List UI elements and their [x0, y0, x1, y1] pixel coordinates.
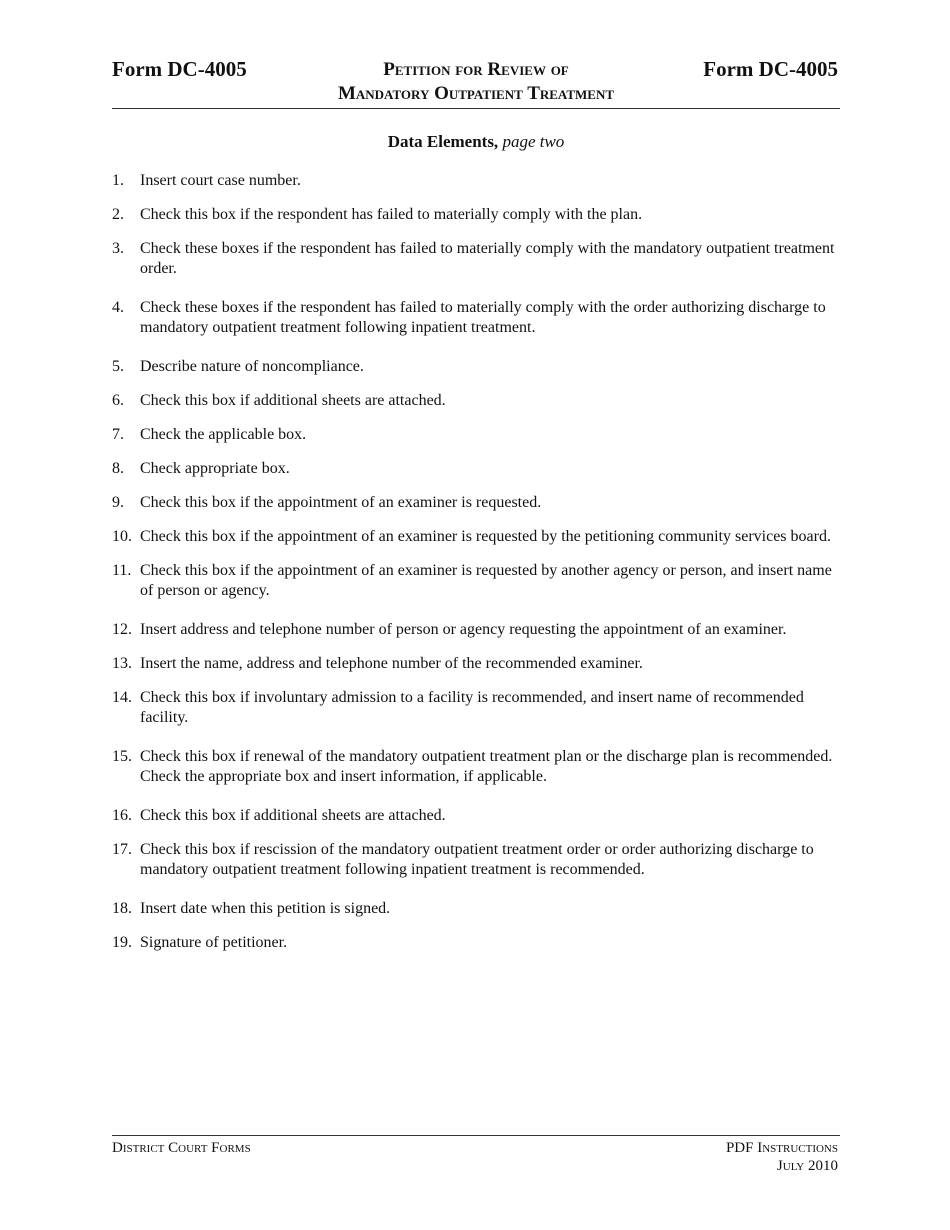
page-footer [112, 1135, 840, 1174]
item-text: Describe nature of noncompliance. [140, 358, 364, 375]
item-text: Check this box if additional sheets are attached. [140, 392, 446, 409]
item-number: 12. [112, 621, 132, 638]
footer-date: July 2010 [776, 1158, 838, 1174]
document-page [112, 0, 840, 1230]
section-heading-page: page two [502, 132, 565, 151]
item-text: Signature of petitioner. [140, 934, 288, 951]
item-text: Check this box if the appointment of an examiner is requested. [140, 494, 542, 511]
item-number: 6. [112, 392, 124, 409]
list-item [112, 899, 840, 919]
item-text: Check this box if the appointment of an examiner is requested by the petitioning community services board. [140, 528, 831, 545]
list-item [112, 806, 840, 826]
item-text: Check this box if renewal of the mandatory outpatient treatment plan or the discharge plan is recommended. Check the appropriate box and insert information, if applicable. [140, 748, 833, 785]
list-item [112, 620, 840, 640]
item-number: 7. [112, 426, 124, 443]
form-number-left: Form DC-4005 [112, 57, 247, 81]
item-text: Insert the name, address and telephone number of the recommended examiner. [140, 655, 643, 672]
item-number: 5. [112, 358, 124, 375]
list-item [112, 239, 840, 279]
item-number: 10. [112, 528, 132, 545]
list-item [112, 747, 840, 787]
form-number-right: Form DC-4005 [703, 57, 838, 81]
list-item [112, 205, 840, 225]
item-number: 3. [112, 240, 124, 257]
section-heading [112, 131, 840, 153]
item-text: Insert date when this petition is signed. [140, 900, 391, 917]
list-item [112, 840, 840, 880]
title-line-1: Petition for Review of [383, 59, 569, 80]
item-number: 2. [112, 206, 124, 223]
list-item [112, 688, 840, 728]
item-number: 15. [112, 748, 132, 765]
list-item [112, 561, 840, 601]
footer-doc-type: PDF Instructions [725, 1140, 838, 1156]
footer-publisher: District Court Forms [112, 1140, 251, 1156]
section-heading-label: Data Elements, [387, 132, 499, 151]
list-item [112, 391, 840, 411]
list-item [112, 527, 840, 547]
item-text: Check the applicable box. [140, 426, 307, 443]
item-number: 16. [112, 807, 132, 824]
list-item [112, 298, 840, 338]
list-item [112, 459, 840, 479]
list-item [112, 425, 840, 445]
footer-info [726, 1139, 838, 1175]
item-text: Check appropriate box. [140, 460, 290, 477]
item-text: Check this box if the appointment of an examiner is requested by another agency or person, and insert name of person or agency. [140, 562, 832, 599]
item-text: Check this box if rescission of the mandatory outpatient treatment order or order authorizing discharge to mandatory outpatient treatment following inpatient treatment is recommended. [140, 841, 814, 878]
item-text: Insert court case number. [140, 172, 301, 189]
item-text: Check this box if involuntary admission to a facility is recommended, and insert name of recommended facility. [140, 689, 804, 726]
list-item [112, 493, 840, 513]
item-number: 1. [112, 172, 124, 189]
item-number: 11. [112, 562, 132, 579]
list-item [112, 171, 840, 191]
item-number: 4. [112, 299, 124, 316]
title-line-2: Mandatory Outpatient Treatment [337, 83, 615, 104]
item-text: Check this box if additional sheets are attached. [140, 807, 446, 824]
item-number: 19. [112, 934, 132, 951]
item-text: Check these boxes if the respondent has failed to materially comply with the mandatory outpatient treatment order. [140, 240, 835, 277]
item-number: 8. [112, 460, 124, 477]
list-item [112, 357, 840, 377]
list-item [112, 933, 840, 953]
page-header [112, 56, 840, 109]
list-item [112, 654, 840, 674]
item-text: Check these boxes if the respondent has failed to materially comply with the order authorizing discharge to mandatory outpatient treatment following inpatient treatment. [140, 299, 826, 336]
item-number: 13. [112, 655, 132, 672]
item-text: Insert address and telephone number of person or agency requesting the appointment of an examiner. [140, 621, 787, 638]
item-number: 14. [112, 689, 132, 706]
item-text: Check this box if the respondent has failed to materially comply with the plan. [140, 206, 643, 223]
item-number: 18. [112, 900, 132, 917]
item-number: 9. [112, 494, 124, 511]
data-elements-list [112, 171, 840, 967]
item-number: 17. [112, 841, 132, 858]
